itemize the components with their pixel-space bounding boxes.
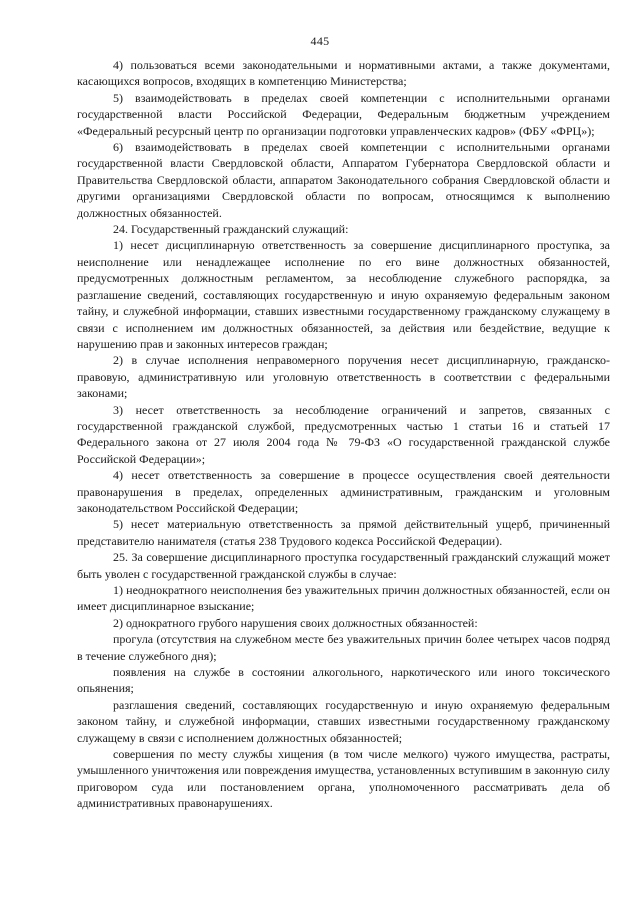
paragraph: разглашения сведений, составляющих государственную и иную охраняемую федеральным законом тайну, и служебной информации, ставших известными государственному гражданскому служащему в связи с исполнением должностных обязанностей; [77,697,610,745]
paragraph: прогула (отсутствия на служебном месте без уважительных причин более четырех часов подряд в течение служебного дня); [77,632,610,663]
paragraph: 4) несет ответственность за совершение в процессе осуществления своей деятельности правонарушения в пределах, определенных административным, гражданским и уголовным законодательством Российской Федерации; [77,468,610,515]
document-body [77,57,610,812]
paragraph: 2) однократного грубого нарушения своих должностных обязанностей: [113,615,478,630]
paragraph: 1) несет дисциплинарную ответственность за совершение дисциплинарного проступка, за неисполнение или ненадлежащее исполнение по его вине должностных обязанностей, предусмотренных должностным регламентом, за несоблюдение служебного распорядка, за разглашение сведений, составляющих государственную и иную охраняемую федеральным законом тайну, и служебной информации, ставших известными государственному гражданскому служащему в связи с исполнением им должностных обязанностей, за действия или бездействие, ведущие к нарушению прав и законных интересов граждан; [77,238,610,351]
paragraph: 5) взаимодействовать в пределах своей компетенции с исполнительными органами государственной власти Российской Федерации, Федеральным бюджетным учреждением «Федеральный ресурсный центр по организации подготовки управленческих кадров» (ФБУ «ФРЦ»); [77,90,610,138]
section-heading: 25. За совершение дисциплинарного проступка государственный гражданский служащий может быть уволен с государственной гражданской службы в случае: [77,550,610,581]
paragraph: 6) взаимодействовать в пределах своей компетенции с исполнительными органами государственной власти Свердловской области, Аппаратом Губернатора Свердловской области и Правительства Свердловской области, аппаратом Законодательного собрания Свердловской области и другими организациями Свердловской области по вопросам, относящимся к выполнению должностных обязанностей. [77,140,610,220]
paragraph: 1) неоднократного неисполнения без уважительных причин должностных обязанностей, если он имеет дисциплинарное взыскание; [77,583,610,614]
paragraph: появления на службе в состоянии алкогольного, наркотического или иного токсического опьянения; [77,665,610,696]
paragraph: 2) в случае исполнения неправомерного поручения несет дисциплинарную, гражданско-правовую, административную или уголовную ответственность в соответствии с федеральными законами; [77,353,610,401]
page-number: 445 [310,34,330,48]
paragraph: 4) пользоваться всеми законодательными и нормативными актами, а также документами, касающихся вопросов, входящих в компетенцию Министерства; [77,58,610,89]
paragraph: 5) несет материальную ответственность за прямой действительный ущерб, причиненный представителю нанимателя (статья 238 Трудового кодекса Российской Федерации). [77,517,610,548]
section-heading: 24. Государственный гражданский служащий: [113,222,349,237]
paragraph: 3) несет ответственность за несоблюдение ограничений и запретов, связанных с государственной гражданской службой, предусмотренных частью 1 статьи 16 и статьей 17 Федерального закона от 27 июля 2004 года № 79-ФЗ «О государственной гражданской службе Российской Федерации»; [77,402,610,466]
paragraph: совершения по месту службы хищения (в том числе мелкого) чужого имущества, растраты, умышленного уничтожения или повреждения имущества, установленных вступившим в законную силу приговором суда или постановлением органа, уполномоченного рассматривать дела об административных правонарушениях. [77,747,610,811]
